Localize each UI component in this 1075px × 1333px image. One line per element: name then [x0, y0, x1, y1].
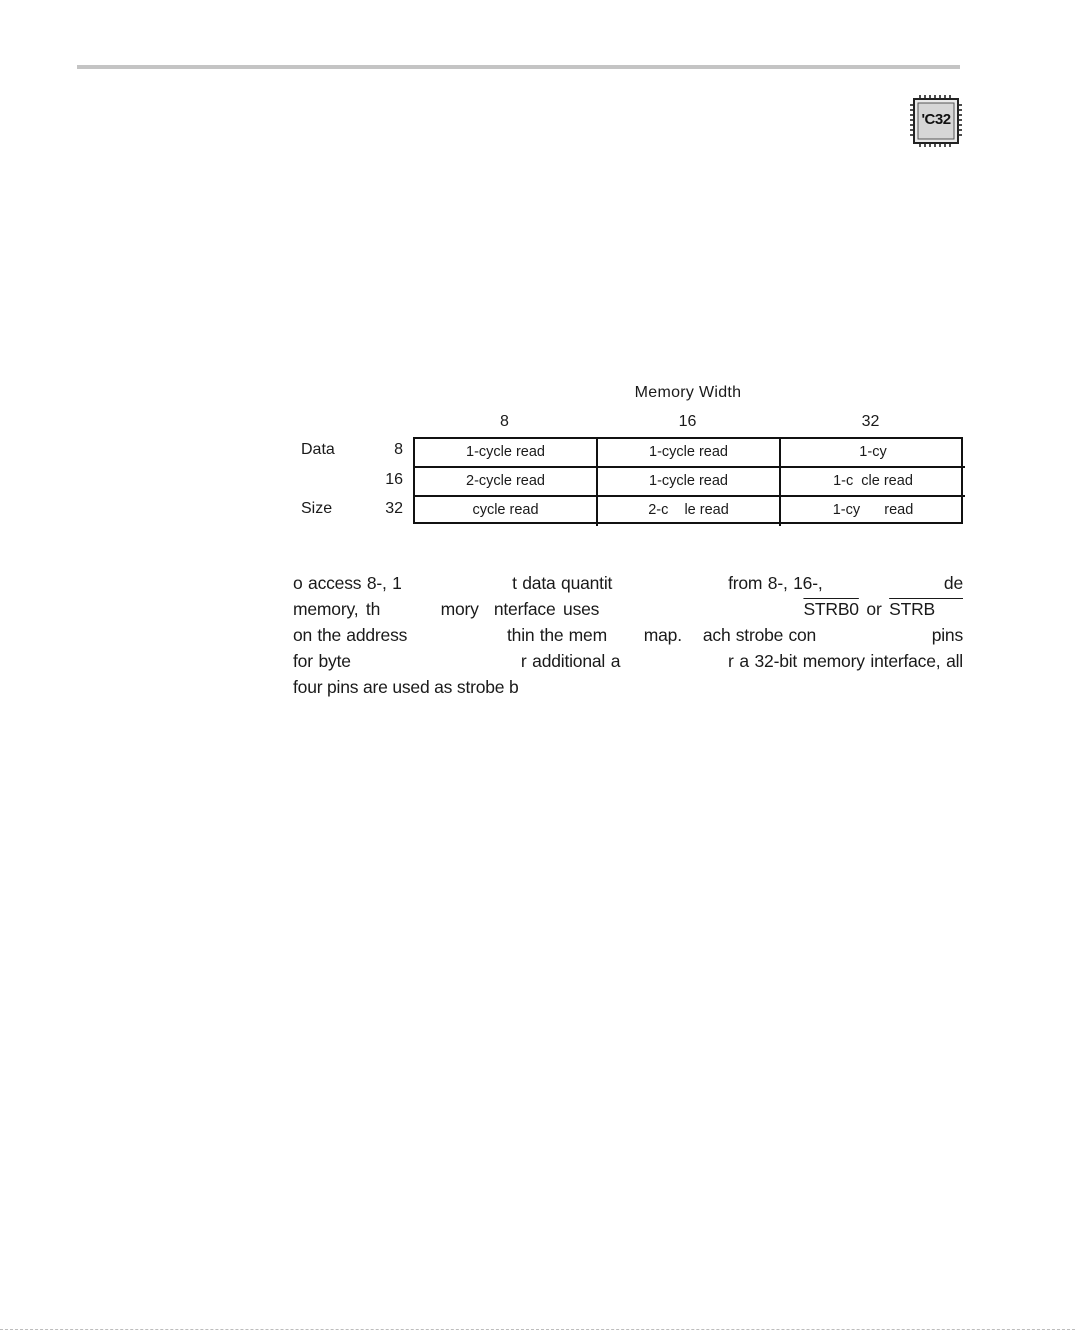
cycle-table — [413, 437, 963, 524]
table-cell: 1-c cle read — [781, 468, 965, 497]
strb-signal: STRB — [889, 599, 963, 619]
paragraph-text: or — [858, 599, 890, 619]
table-cell: 1-cy read — [832, 502, 914, 518]
column-header-16: 16 — [678, 413, 697, 430]
row-label-size: Size — [301, 500, 333, 517]
table-cell: cycle read — [415, 497, 598, 526]
table-cell: 1-cy — [781, 439, 965, 468]
table-title: Memory Width — [634, 384, 742, 401]
table-cell: 1-cycle read — [598, 439, 781, 468]
table-cell: 2-c le read — [598, 497, 781, 526]
row-header-8: 8 — [394, 441, 403, 458]
column-header-32: 32 — [861, 413, 880, 430]
strb0-signal: STRB0 — [803, 599, 859, 619]
paragraph-line: o access 8-, 1 t data quantit from 8-, 16-, de — [293, 573, 963, 593]
paragraph-line: four pins are used as strobe b — [293, 677, 519, 697]
chip-label: 'C32 — [921, 111, 951, 128]
header-rule — [77, 65, 960, 69]
row-label-data: Data — [301, 441, 335, 458]
device-chip-logo — [910, 95, 962, 147]
table-cell: 1-cycle read — [415, 439, 598, 468]
row-header-32: 32 — [385, 500, 403, 517]
paragraph-text: memory, th mory nterface uses — [293, 599, 804, 619]
paragraph-line: for byte r additional a r a 32-bit memory interface, all — [293, 651, 963, 671]
paragraph-line — [293, 596, 963, 622]
footer-rule — [0, 1329, 1075, 1330]
paragraph-line: on the address thin the mem map. ach strobe con pins — [293, 625, 963, 645]
table-cell: 2-cycle read — [415, 468, 598, 497]
row-header-16: 16 — [385, 471, 403, 488]
table-cell: 1-cycle read — [598, 468, 781, 497]
body-paragraph — [293, 570, 963, 700]
column-header-8: 8 — [500, 413, 509, 430]
